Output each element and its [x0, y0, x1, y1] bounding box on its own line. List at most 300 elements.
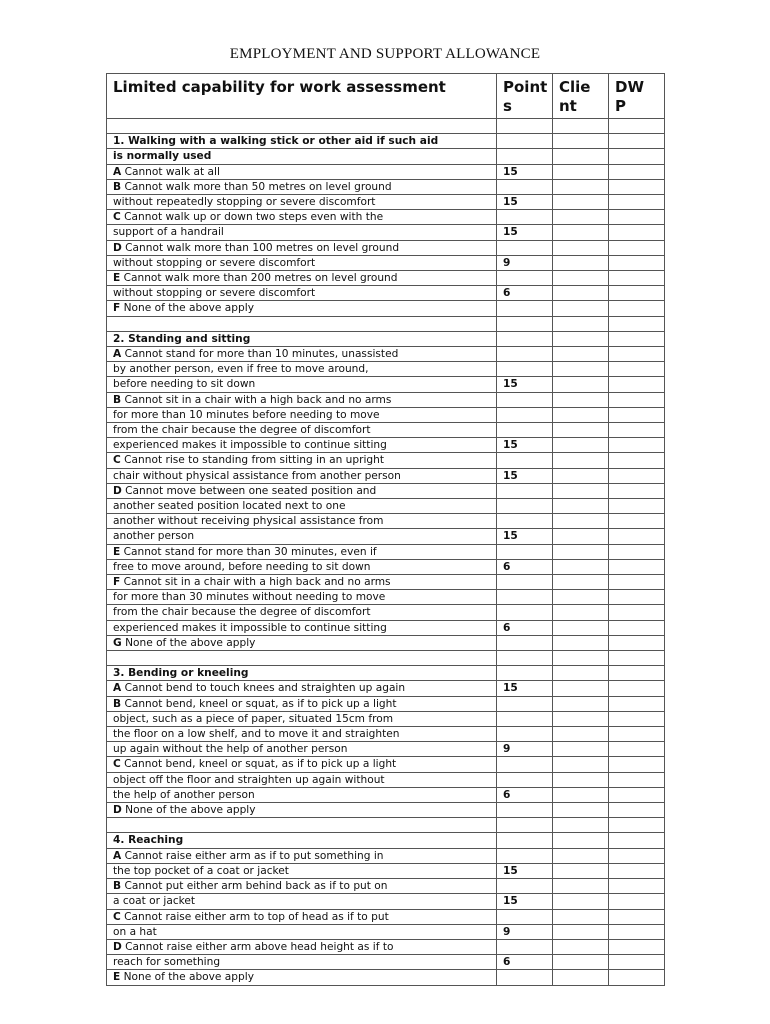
client-cell[interactable] [553, 970, 609, 985]
points-header-line: s [503, 97, 512, 115]
table-row [107, 240, 665, 255]
criterion-text: Cannot walk more than 100 metres on level ground [121, 241, 400, 254]
dwp-cell[interactable] [609, 803, 665, 818]
dwp-cell[interactable] [609, 635, 665, 650]
criterion-cell [107, 909, 497, 924]
dwp-cell[interactable] [609, 620, 665, 635]
criterion-text: Cannot walk up or down two steps even with the [120, 211, 384, 224]
dwp-cell[interactable] [609, 438, 665, 453]
dwp-cell[interactable] [609, 529, 665, 544]
dwp-cell[interactable] [609, 559, 665, 574]
points-cell [497, 362, 553, 377]
criterion-cell [107, 894, 497, 909]
criterion-cell [107, 195, 497, 210]
client-cell[interactable] [553, 255, 609, 270]
section-heading: 1. Walking with a walking stick or other aid if such aid [113, 135, 439, 148]
dwp-cell[interactable] [609, 575, 665, 590]
table-row [107, 195, 665, 210]
dwp-cell[interactable] [609, 316, 665, 331]
points-cell: 6 [497, 955, 553, 970]
table-row [107, 970, 665, 985]
option-letter: A [113, 849, 122, 862]
table-row [107, 301, 665, 316]
criterion-text: Cannot stand for more than 10 minutes, unassisted [121, 348, 399, 361]
criterion-cell [107, 924, 497, 939]
table-row [107, 803, 665, 818]
dwp-cell[interactable] [609, 787, 665, 802]
table-row [107, 939, 665, 954]
client-cell[interactable] [553, 863, 609, 878]
client-cell[interactable] [553, 848, 609, 863]
client-cell[interactable] [553, 362, 609, 377]
client-cell[interactable] [553, 787, 609, 802]
dwp-cell[interactable] [609, 499, 665, 514]
client-cell[interactable] [553, 423, 609, 438]
section-heading: 2. Standing and sitting [113, 332, 251, 345]
dwp-cell[interactable] [609, 757, 665, 772]
client-cell[interactable] [553, 666, 609, 681]
table-row [107, 210, 665, 225]
points-cell [497, 939, 553, 954]
criterion-text: Cannot bend, kneel or squat, as if to pick up a light [120, 758, 397, 771]
criterion-cell [107, 240, 497, 255]
points-header-line: Point [503, 78, 548, 96]
client-cell[interactable] [553, 681, 609, 696]
client-cell[interactable] [553, 803, 609, 818]
dwp-cell[interactable] [609, 590, 665, 605]
criterion-cell [107, 514, 497, 529]
criterion-cell [107, 301, 497, 316]
client-header-line: Clie [559, 78, 591, 96]
dwp-cell[interactable] [609, 742, 665, 757]
table-row [107, 468, 665, 483]
option-letter: B [113, 697, 122, 710]
client-cell[interactable] [553, 575, 609, 590]
table-row [107, 696, 665, 711]
client-cell[interactable] [553, 590, 609, 605]
criterion-cell [107, 696, 497, 711]
criterion-cell [107, 316, 497, 331]
points-cell [497, 514, 553, 529]
client-cell[interactable] [553, 119, 609, 134]
dwp-cell[interactable] [609, 377, 665, 392]
dwp-header [609, 74, 665, 119]
dwp-cell[interactable] [609, 909, 665, 924]
client-cell[interactable] [553, 833, 609, 848]
criterion-cell [107, 635, 497, 650]
option-letter: C [113, 211, 121, 224]
dwp-cell[interactable] [609, 924, 665, 939]
criterion-text: None of the above apply [121, 636, 256, 649]
dwp-cell[interactable] [609, 286, 665, 301]
points-cell: 15 [497, 195, 553, 210]
criterion-text: without stopping or severe discomfort [113, 256, 316, 269]
criterion-text: Cannot raise either arm to top of head as if to put [120, 910, 389, 923]
client-cell[interactable] [553, 149, 609, 164]
table-row [107, 407, 665, 422]
table-row [107, 894, 665, 909]
points-cell: 6 [497, 286, 553, 301]
client-cell[interactable] [553, 453, 609, 468]
client-cell[interactable] [553, 316, 609, 331]
criterion-text: the top pocket of a coat or jacket [113, 864, 289, 877]
table-row [107, 316, 665, 331]
dwp-cell[interactable] [609, 483, 665, 498]
criterion-text: Cannot raise either arm above head height as if to [121, 940, 394, 953]
client-cell[interactable] [553, 559, 609, 574]
table-row [107, 863, 665, 878]
criterion-text: Cannot walk at all [121, 165, 220, 178]
client-cell[interactable] [553, 377, 609, 392]
points-cell [497, 803, 553, 818]
criterion-cell [107, 468, 497, 483]
dwp-cell[interactable] [609, 195, 665, 210]
table-row [107, 499, 665, 514]
dwp-cell[interactable] [609, 514, 665, 529]
dwp-cell[interactable] [609, 240, 665, 255]
option-letter: B [113, 180, 122, 193]
dwp-cell[interactable] [609, 164, 665, 179]
dwp-cell[interactable] [609, 392, 665, 407]
points-cell [497, 331, 553, 346]
points-cell [497, 392, 553, 407]
dwp-header-line: DW [615, 78, 644, 96]
client-cell[interactable] [553, 407, 609, 422]
dwp-cell[interactable] [609, 711, 665, 726]
criterion-cell [107, 575, 497, 590]
criterion-cell [107, 833, 497, 848]
header-row [107, 74, 665, 119]
table-row [107, 164, 665, 179]
option-letter: E [113, 545, 121, 558]
points-cell [497, 544, 553, 559]
criterion-cell [107, 666, 497, 681]
client-cell[interactable] [553, 483, 609, 498]
client-cell[interactable] [553, 210, 609, 225]
dwp-cell[interactable] [609, 818, 665, 833]
criterion-cell [107, 590, 497, 605]
client-cell[interactable] [553, 179, 609, 194]
points-cell [497, 848, 553, 863]
dwp-cell[interactable] [609, 651, 665, 666]
points-cell [497, 423, 553, 438]
option-letter: D [113, 940, 122, 953]
criterion-cell [107, 757, 497, 772]
client-cell[interactable] [553, 620, 609, 635]
points-cell: 15 [497, 438, 553, 453]
client-cell[interactable] [553, 757, 609, 772]
client-cell[interactable] [553, 894, 609, 909]
table-row [107, 818, 665, 833]
dwp-cell[interactable] [609, 955, 665, 970]
criterion-text: another seated position located next to one [113, 500, 346, 513]
dwp-cell[interactable] [609, 681, 665, 696]
criterion-cell [107, 955, 497, 970]
client-cell[interactable] [553, 711, 609, 726]
dwp-cell[interactable] [609, 894, 665, 909]
table-row [107, 651, 665, 666]
option-letter: B [113, 393, 122, 406]
criterion-cell [107, 711, 497, 726]
dwp-cell[interactable] [609, 347, 665, 362]
points-cell [497, 818, 553, 833]
dwp-cell[interactable] [609, 848, 665, 863]
dwp-cell[interactable] [609, 134, 665, 149]
criterion-text: the floor on a low shelf, and to move it and straighten [113, 728, 400, 741]
dwp-cell[interactable] [609, 331, 665, 346]
criterion-text: up again without the help of another person [113, 743, 348, 756]
table-row [107, 742, 665, 757]
points-cell [497, 179, 553, 194]
client-cell[interactable] [553, 164, 609, 179]
points-cell: 15 [497, 225, 553, 240]
criterion-cell [107, 331, 497, 346]
criterion-cell [107, 438, 497, 453]
assessment-table [106, 73, 665, 986]
dwp-cell[interactable] [609, 423, 665, 438]
client-cell[interactable] [553, 529, 609, 544]
dwp-cell[interactable] [609, 255, 665, 270]
client-cell[interactable] [553, 468, 609, 483]
option-letter: B [113, 880, 122, 893]
criterion-text: experienced makes it impossible to continue sitting [113, 439, 387, 452]
option-letter: C [113, 454, 121, 467]
criterion-text: support of a handrail [113, 226, 224, 239]
dwp-cell[interactable] [609, 407, 665, 422]
dwp-cell[interactable] [609, 362, 665, 377]
table-row [107, 787, 665, 802]
section-heading: is normally used [113, 150, 212, 163]
client-cell[interactable] [553, 438, 609, 453]
criterion-text: None of the above apply [120, 302, 254, 315]
option-letter: F [113, 302, 121, 315]
client-cell[interactable] [553, 605, 609, 620]
client-cell[interactable] [553, 240, 609, 255]
dwp-cell[interactable] [609, 939, 665, 954]
client-cell[interactable] [553, 392, 609, 407]
dwp-cell[interactable] [609, 301, 665, 316]
criterion-cell [107, 605, 497, 620]
points-cell [497, 134, 553, 149]
table-row [107, 134, 665, 149]
criterion-text: Cannot sit in a chair with a high back and no arms [121, 393, 392, 406]
points-cell: 6 [497, 620, 553, 635]
option-letter: A [113, 682, 122, 695]
criterion-text: None of the above apply [120, 971, 254, 984]
dwp-cell[interactable] [609, 179, 665, 194]
points-cell [497, 210, 553, 225]
client-cell[interactable] [553, 514, 609, 529]
criterion-cell [107, 818, 497, 833]
points-cell [497, 119, 553, 134]
dwp-cell[interactable] [609, 468, 665, 483]
table-row [107, 362, 665, 377]
points-cell: 15 [497, 894, 553, 909]
points-cell: 9 [497, 924, 553, 939]
points-cell [497, 575, 553, 590]
criterion-text: Cannot sit in a chair with a high back and no arms [120, 576, 391, 589]
client-cell[interactable] [553, 331, 609, 346]
criterion-cell [107, 879, 497, 894]
client-cell[interactable] [553, 742, 609, 757]
table-row [107, 514, 665, 529]
table-row [107, 559, 665, 574]
dwp-cell[interactable] [609, 225, 665, 240]
dwp-cell[interactable] [609, 727, 665, 742]
points-cell [497, 879, 553, 894]
points-cell [497, 407, 553, 422]
criterion-cell [107, 179, 497, 194]
points-cell [497, 271, 553, 286]
criterion-text: reach for something [113, 956, 221, 969]
option-letter: D [113, 804, 122, 817]
dwp-cell[interactable] [609, 453, 665, 468]
points-cell [497, 149, 553, 164]
dwp-cell[interactable] [609, 271, 665, 286]
points-cell [497, 590, 553, 605]
client-cell[interactable] [553, 772, 609, 787]
table-row [107, 955, 665, 970]
client-cell[interactable] [553, 544, 609, 559]
table-row [107, 681, 665, 696]
points-cell [497, 453, 553, 468]
dwp-cell[interactable] [609, 210, 665, 225]
criterion-cell [107, 742, 497, 757]
criterion-text: Cannot put either arm behind back as if to put on [121, 880, 388, 893]
table-row [107, 423, 665, 438]
criterion-text: Cannot rise to standing from sitting in an upright [120, 454, 384, 467]
table-row [107, 605, 665, 620]
client-cell[interactable] [553, 818, 609, 833]
criterion-cell [107, 134, 497, 149]
criterion-text: Cannot walk more than 200 metres on level ground [120, 272, 398, 285]
points-cell: 15 [497, 377, 553, 392]
table-row [107, 879, 665, 894]
client-cell[interactable] [553, 924, 609, 939]
dwp-cell[interactable] [609, 666, 665, 681]
points-cell [497, 301, 553, 316]
points-cell [497, 909, 553, 924]
dwp-cell[interactable] [609, 119, 665, 134]
points-cell [497, 483, 553, 498]
criterion-cell [107, 377, 497, 392]
dwp-cell[interactable] [609, 970, 665, 985]
dwp-cell[interactable] [609, 833, 665, 848]
points-cell [497, 499, 553, 514]
points-cell [497, 757, 553, 772]
client-cell[interactable] [553, 955, 609, 970]
criterion-cell [107, 727, 497, 742]
dwp-cell[interactable] [609, 772, 665, 787]
criterion-cell [107, 848, 497, 863]
dwp-cell[interactable] [609, 544, 665, 559]
criterion-text: chair without physical assistance from another person [113, 469, 401, 482]
table-row [107, 711, 665, 726]
client-cell[interactable] [553, 499, 609, 514]
criterion-text: before needing to sit down [113, 378, 256, 391]
table-row [107, 483, 665, 498]
criterion-cell [107, 423, 497, 438]
criterion-cell [107, 620, 497, 635]
criterion-cell [107, 863, 497, 878]
table-row [107, 438, 665, 453]
criterion-cell [107, 347, 497, 362]
document-title: EMPLOYMENT AND SUPPORT ALLOWANCE [229, 46, 541, 62]
option-letter: F [113, 576, 121, 589]
criterion-cell [107, 544, 497, 559]
client-header [553, 74, 609, 119]
points-cell: 15 [497, 863, 553, 878]
client-cell[interactable] [553, 696, 609, 711]
client-cell[interactable] [553, 651, 609, 666]
dwp-cell[interactable] [609, 879, 665, 894]
client-cell[interactable] [553, 225, 609, 240]
client-cell[interactable] [553, 271, 609, 286]
criterion-text: object, such as a piece of paper, situated 15cm from [113, 712, 394, 725]
criterion-text: Cannot move between one seated position and [121, 484, 377, 497]
criterion-cell [107, 286, 497, 301]
criterion-text: a coat or jacket [113, 895, 196, 908]
points-cell [497, 833, 553, 848]
table-row [107, 453, 665, 468]
client-cell[interactable] [553, 939, 609, 954]
points-cell: 15 [497, 681, 553, 696]
client-cell[interactable] [553, 909, 609, 924]
points-cell [497, 970, 553, 985]
table-row [107, 590, 665, 605]
criterion-cell [107, 164, 497, 179]
client-cell[interactable] [553, 134, 609, 149]
option-letter: G [113, 636, 122, 649]
criterion-text: free to move around, before needing to sit down [113, 560, 371, 573]
criterion-text: Cannot walk more than 50 metres on level ground [121, 180, 392, 193]
client-cell[interactable] [553, 301, 609, 316]
option-letter: C [113, 758, 121, 771]
dwp-cell[interactable] [609, 605, 665, 620]
table-row [107, 179, 665, 194]
points-cell [497, 605, 553, 620]
client-cell[interactable] [553, 286, 609, 301]
table-row [107, 848, 665, 863]
criterion-text: Cannot stand for more than 30 minutes, even if [120, 545, 377, 558]
table-row [107, 119, 665, 134]
client-cell[interactable] [553, 879, 609, 894]
dwp-header-line: P [615, 97, 626, 115]
client-cell[interactable] [553, 727, 609, 742]
table-row [107, 331, 665, 346]
table-row [107, 392, 665, 407]
section-heading: 3. Bending or kneeling [113, 667, 249, 680]
option-letter: D [113, 241, 122, 254]
criterion-text: from the chair because the degree of discomfort [113, 424, 371, 437]
dwp-cell[interactable] [609, 149, 665, 164]
points-cell [497, 635, 553, 650]
points-cell [497, 772, 553, 787]
points-cell: 6 [497, 787, 553, 802]
dwp-cell[interactable] [609, 696, 665, 711]
table-row [107, 575, 665, 590]
criterion-cell [107, 651, 497, 666]
points-cell [497, 651, 553, 666]
option-letter: C [113, 910, 121, 923]
client-cell[interactable] [553, 347, 609, 362]
client-cell[interactable] [553, 635, 609, 650]
criterion-cell [107, 787, 497, 802]
dwp-cell[interactable] [609, 863, 665, 878]
client-cell[interactable] [553, 195, 609, 210]
criterion-text: for more than 30 minutes without needing to move [113, 591, 386, 604]
table-row [107, 666, 665, 681]
